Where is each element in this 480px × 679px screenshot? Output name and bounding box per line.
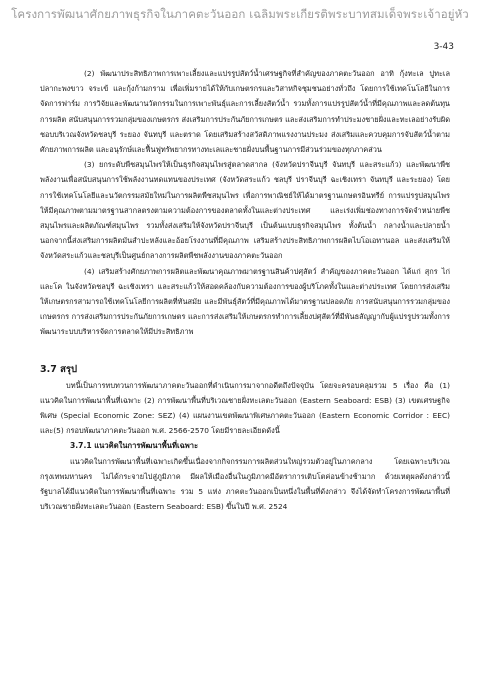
section-heading: 3.7 สรุป (40, 363, 78, 375)
summary-paragraph: บทนี้เป็นการทบทวนการพัฒนาภาคตะวันออกที่ดำเนินการมาจากอดีตถึงปัจจุบัน โดยจะครอบคลุมรวม 5 เรื่อง คือ (1) แนวคิดในการพัฒนาพื้นที่เฉพาะ (2) การพัฒนาพื้นที่บริเวณชายฝั่งทะเลตะวันออก (Eastern Seaboard: ESB) (3) เขตเศรษฐกิจพิเศษ (Special Economic Zone: SEZ) (4) แผนงานเขตพัฒนาพิเศษภาคตะวันออก (Eastern Economic Corridor : EEC) และ(5) กรอบพัฒนาภาคตะวันออก พ.ศ. 2566-2570 โดยมีรายละเอียดดังนี้ (40, 380, 450, 436)
paragraph-aquaculture: (2) พัฒนาประสิทธิภาพการเพาะเลี้ยงและแปรรูปสัตว์น้ำเศรษฐกิจที่สำคัญของภาคตะวันออก อาทิ กุ้งทะเล ปูทะเล ปลากะพงขาว จระเข้ และกุ้งก้ามกราม เพื่อเพิ่มรายได้ให้กับเกษตรกรและวิสาหกิจชุมชนอย่างทั่วถึง โดยการใช้เทคโนโลยีในการจัดการฟาร์ม การวิจัยและพัฒนานวัตกรรมในการเพาะพันธุ์และการเลี้ยงสัตว์น้ำ รวมทั้งการแปรรูปสัตว์น้ำที่มีคุณภาพและลดต้นทุนการผลิต สนับสนุนการรวมกลุ่มของเกษตรกร ส่งเสริมการประกันภัยการเกษตร และส่งเสริมการทำประมงชายฝั่งและทะเลอย่างรับผิดชอบบริเวณจังหวัดชลบุรี ระยอง จันทบุรี และตราด โดยเสริมสร้างสวัสดิภาพแรงงานประมง ส่งเสริมและควบคุมการจับสัตว์น้ำตามศักยภาพการผลิต และอนุรักษ์และฟื้นฟูทรัพยากรทางทะเลและชายฝั่งบนพื้นฐานการมีส่วนร่วมของทุกภาคส่วน (40, 69, 450, 155)
document-body (40, 66, 450, 514)
running-header: โครงการพัฒนาศักยภาพธุรกิจในภาคตะวันออก เฉลิมพระเกียรติพระบาทสมเด็จพระเจ้าอยู่หัว (11, 7, 469, 21)
paragraph-herbs-energy-crops: (3) ยกระดับพืชสมุนไพรให้เป็นธุรกิจสมุนไพรสู่ตลาดสากล (จังหวัดปราจีนบุรี จันทบุรี และสระแก้ว) และพัฒนาพืชพลังงานเพื่อสนับสนุนการใช้พลังงานทดแทนของประเทศ (จังหวัดสระแก้ว ชลบุรี ปราจีนบุรี ฉะเชิงเทรา จันทบุรี และระยอง) โดยการใช้เทคโนโลยีและนวัตกรรมสมัยใหม่ในการผลิตพืชสมุนไพร เพื่อการพาณิชย์ให้ได้มาตรฐานเกษตรอินทรีย์ การแปรรูปสมุนไพรให้มีคุณภาพตามมาตรฐานสากลตรงตามความต้องการของตลาดทั้งในและต่างประเทศ และเร่งเพิ่มช่องทางการจัดจำหน่ายพืชสมุนไพรและผลิตภัณฑ์สมุนไพร รวมทั้งส่งเสริมให้จังหวัดปราจีนบุรี เป็นต้นแบบธุรกิจสมุนไพร ทั้งต้นน้ำ กลางน้ำและปลายน้ำ นอกจากนี้ส่งเสริมการผลิตมันสำปะหลังและอ้อยโรงงานที่มีคุณภาพ เสริมสร้างประสิทธิภาพการผลิตไบโอเอทานอล และส่งเสริมให้จังหวัดสระแก้วและชลบุรีเป็นศูนย์กลางการผลิตพืชพลังงานของภาคตะวันออก (40, 160, 450, 261)
subsection-paragraph: แนวคิดในการพัฒนาพื้นที่เฉพาะเกิดขึ้นเนื่องจากกิจกรรมการผลิตส่วนใหญ่รวมตัวอยู่ในภาคกลาง โดยเฉพาะบริเวณกรุงเทพมหานคร ไม่ได้กระจายไปสู่ภูมิภาค มีผลให้เมืองอื่นในภูมิภาคมีอัตราการเติบโตค่อนข้างช้ามาก ด้วยเหตุผลดังกล่าวนี้ รัฐบาลได้มีแนวคิดในการพัฒนาพื้นที่เฉพาะ รวม 5 แห่ง ภาคตะวันออกเป็นหนึ่งในพื้นที่ดังกล่าว จึงได้จัดทำโครงการพัฒนาพื้นที่บริเวณชายฝั่งทะเลตะวันออก (Eastern Seaboard: ESB) ขึ้นในปี พ.ศ. 2524 (40, 456, 450, 512)
subsection-heading: 3.7.1 แนวคิดในการพัฒนาพื้นที่เฉพาะ (70, 441, 199, 451)
page-number: 3-43 (433, 42, 454, 52)
paragraph-livestock: (4) เสริมสร้างศักยภาพการผลิตและพัฒนาคุณภาพมาตรฐานสินค้าปศุสัตว์ สำคัญของภาคตะวันออก ได้แก่ สุกร ไก่ และโค ในจังหวัดชลบุรี ฉะเชิงเทรา และสระแก้วให้สอดคล้องกับความต้องการของผู้บริโภคทั้งในและต่างประเทศ โดยการส่งเสริมให้เกษตรกรสามารถใช้เทคโนโลยีการผลิตที่ทันสมัย และมีพันธุ์สัตว์ที่มีคุณภาพได้มาตรฐานปลอดภัย การสนับสนุนการรวมกลุ่มของเกษตรกร การส่งเสริมการประกันภัยการเกษตร และการส่งเสริมให้เกษตรกรทำการเลี้ยงปศุสัตว์ที่มีพันธสัญญากับผู้แปรรูปรวมทั้งการพัฒนาระบบบริหารจัดการตลาดให้มีประสิทธิภาพ (40, 266, 450, 337)
